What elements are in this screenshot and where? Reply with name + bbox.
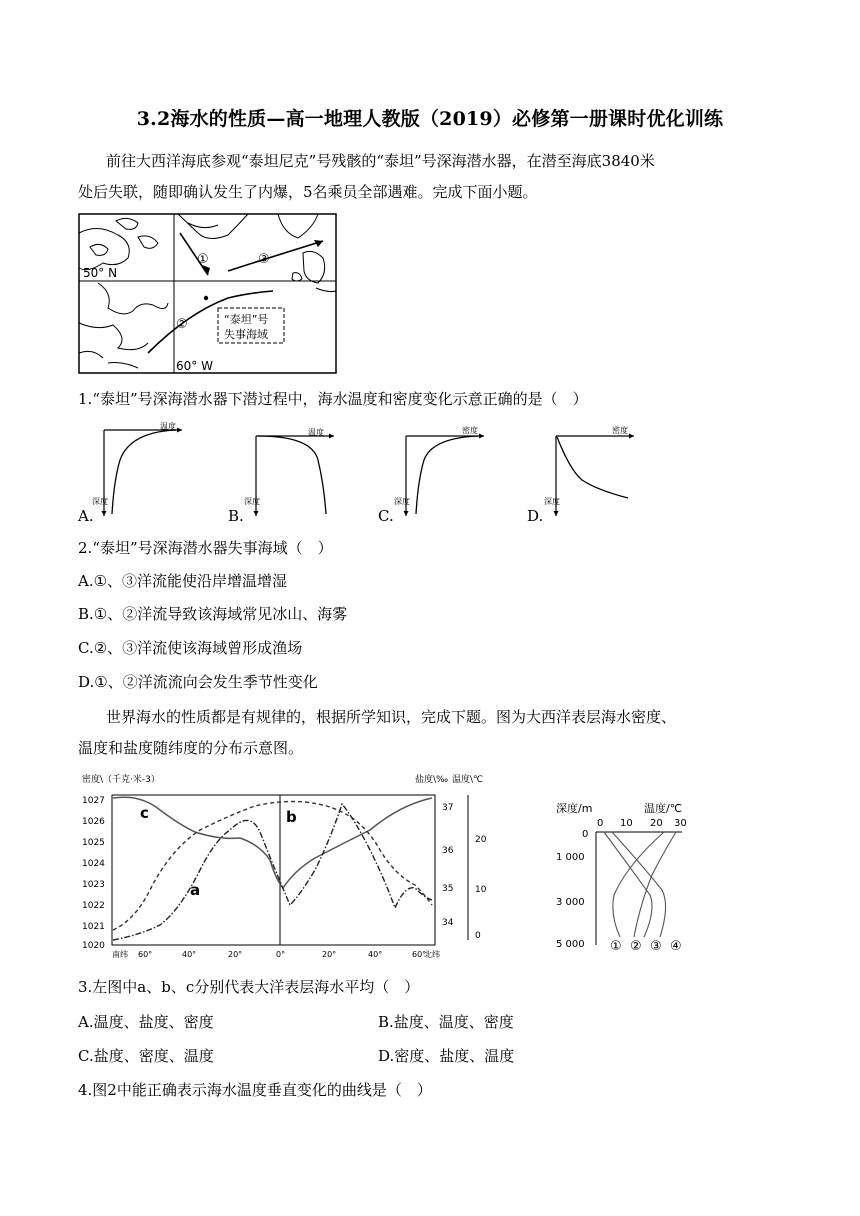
density-tick: 1020 <box>82 941 105 951</box>
q1-c-top-label: 密度 <box>462 426 478 435</box>
x-tick: 20° <box>322 950 337 959</box>
chart2-depth-title: 深度/m <box>556 802 593 815</box>
temp-tick: 10 <box>475 885 487 895</box>
q1-option-a-letter: A. <box>78 507 94 525</box>
density-tick: 1025 <box>82 838 105 848</box>
curve-c <box>113 797 432 888</box>
x-tick: 北纬 <box>424 950 440 959</box>
curve-2-label: ② <box>630 939 642 954</box>
chart2-temp-tick: 30 <box>674 818 687 829</box>
map-lat-label: 50° N <box>83 266 118 280</box>
density-tick: 1023 <box>82 880 105 890</box>
temp-tick: 20 <box>475 835 487 845</box>
salinity-tick: 35 <box>442 884 454 894</box>
intro-paragraph-2-line1: 世界海水的性质都是有规律的，根据所学知识，完成下题。图为大西洋表层海水密度、 <box>106 708 677 726</box>
chart1-temp-title: 温度\℃ <box>452 775 484 785</box>
curve-c-label: c <box>140 804 149 822</box>
q1-option-b-graph <box>242 420 342 520</box>
q3-option-c: C.盐度、密度、温度 <box>78 1047 214 1065</box>
question-2-stem: 2.“泰坦”号深海潜水器失事海域（ ） <box>78 539 333 557</box>
x-tick: 40° <box>368 950 383 959</box>
q1-b-depth-label: 深度 <box>244 497 260 506</box>
chart2-temp-tick: 0 <box>597 818 604 829</box>
salinity-tick: 36 <box>442 846 454 856</box>
intro-paragraph-1-line1: 前往大西洋海底参观“泰坦尼克”号残骸的“泰坦”号深海潜水器，在潜至海底3840米 <box>106 152 655 170</box>
q2-option-a: A.①、③洋流能使沿岸增温增湿 <box>78 572 288 590</box>
q1-c-depth-label: 深度 <box>394 497 410 506</box>
map-current-2-label: ② <box>176 317 188 332</box>
q1-a-depth-label: 深度 <box>92 497 108 506</box>
salinity-tick: 34 <box>442 918 454 928</box>
map-current-3-label: ③ <box>258 252 270 267</box>
density-tick: 1026 <box>82 817 105 827</box>
q1-a-top-label: 温度 <box>160 422 176 431</box>
q1-option-b-letter: B. <box>228 507 244 525</box>
x-tick: 60° <box>138 950 153 959</box>
density-salinity-temperature-chart <box>80 770 500 960</box>
q1-b-top-label: 温度 <box>308 428 324 437</box>
accident-box-line2: 失事海域 <box>224 328 268 341</box>
page-title: 3.2海水的性质—高一地理人教版（2019）必修第一册课时优化训练 <box>136 108 724 130</box>
chart1-left-axis-title: 密度\（千克·米-3） <box>82 775 160 785</box>
curve-4-label: ④ <box>670 939 682 954</box>
intro-paragraph-2-line2: 温度和盐度随纬度的分布示意图。 <box>78 739 304 757</box>
q2-option-c: C.②、③洋流使该海域曾形成渔场 <box>78 639 303 657</box>
density-tick: 1024 <box>82 859 105 869</box>
q1-d-depth-label: 深度 <box>544 497 560 506</box>
curve-a-label: a <box>190 881 201 899</box>
q1-d-top-label: 密度 <box>612 426 628 435</box>
x-tick: 40° <box>182 950 197 959</box>
density-tick: 1022 <box>82 901 105 911</box>
q1-option-a-graph <box>90 420 190 520</box>
question-4-stem: 4.图2中能正确表示海水温度垂直变化的曲线是（ ） <box>78 1081 432 1099</box>
question-3-stem: 3.左图中a、b、c分别代表大洋表层海水平均（ ） <box>78 978 420 996</box>
q1-option-c-graph <box>392 420 492 520</box>
curve-b-label: b <box>286 808 297 826</box>
q3-option-b: B.盐度、温度、密度 <box>378 1013 514 1031</box>
q2-option-d: D.①、②洋流流向会发生季节性变化 <box>78 673 318 691</box>
q1-option-c-letter: C. <box>378 507 394 525</box>
x-tick: 60° <box>412 950 427 959</box>
q3-option-a: A.温度、盐度、密度 <box>78 1013 214 1031</box>
chart1-salinity-title: 盐度\‰ <box>415 775 449 785</box>
curve-a <box>113 804 432 940</box>
accident-box-line1: “泰坦”号 <box>224 313 269 326</box>
chart2-depth-tick: 1 000 <box>556 852 585 863</box>
x-tick: 南纬 <box>112 950 128 959</box>
q1-option-d-letter: D. <box>527 507 544 525</box>
salinity-tick: 37 <box>442 803 454 813</box>
x-tick: 20° <box>228 950 243 959</box>
q1-option-d-graph <box>542 420 642 520</box>
x-tick: 0° <box>276 950 286 959</box>
north-atlantic-current-map <box>78 213 338 375</box>
density-tick: 1021 <box>82 922 105 932</box>
intro-paragraph-1-line2: 处后失联，随即确认发生了内爆，5名乘员全部遇难。完成下面小题。 <box>78 183 538 201</box>
q2-option-b: B.①、②洋流导致该海域常见冰山、海雾 <box>78 605 348 623</box>
chart2-temp-title: 温度/℃ <box>644 802 683 815</box>
temp-tick: 0 <box>475 931 481 941</box>
chart2-temp-tick: 20 <box>650 818 663 829</box>
chart2-temp-tick: 10 <box>620 818 633 829</box>
question-1-stem: 1.“泰坦”号深海潜水器下潜过程中，海水温度和密度变化示意正确的是（ ） <box>78 390 588 408</box>
chart2-depth-tick: 3 000 <box>556 897 585 908</box>
chart2-depth-tick: 0 <box>582 829 589 840</box>
map-lon-label: 60° W <box>176 359 213 373</box>
chart2-depth-tick: 5 000 <box>556 939 585 950</box>
density-tick: 1027 <box>82 796 105 806</box>
map-current-1-label: ① <box>197 252 209 267</box>
temperature-depth-chart <box>552 795 702 960</box>
q3-option-d: D.密度、盐度、温度 <box>378 1047 515 1065</box>
curve-1-label: ① <box>610 939 622 954</box>
curve-3-label: ③ <box>650 939 662 954</box>
